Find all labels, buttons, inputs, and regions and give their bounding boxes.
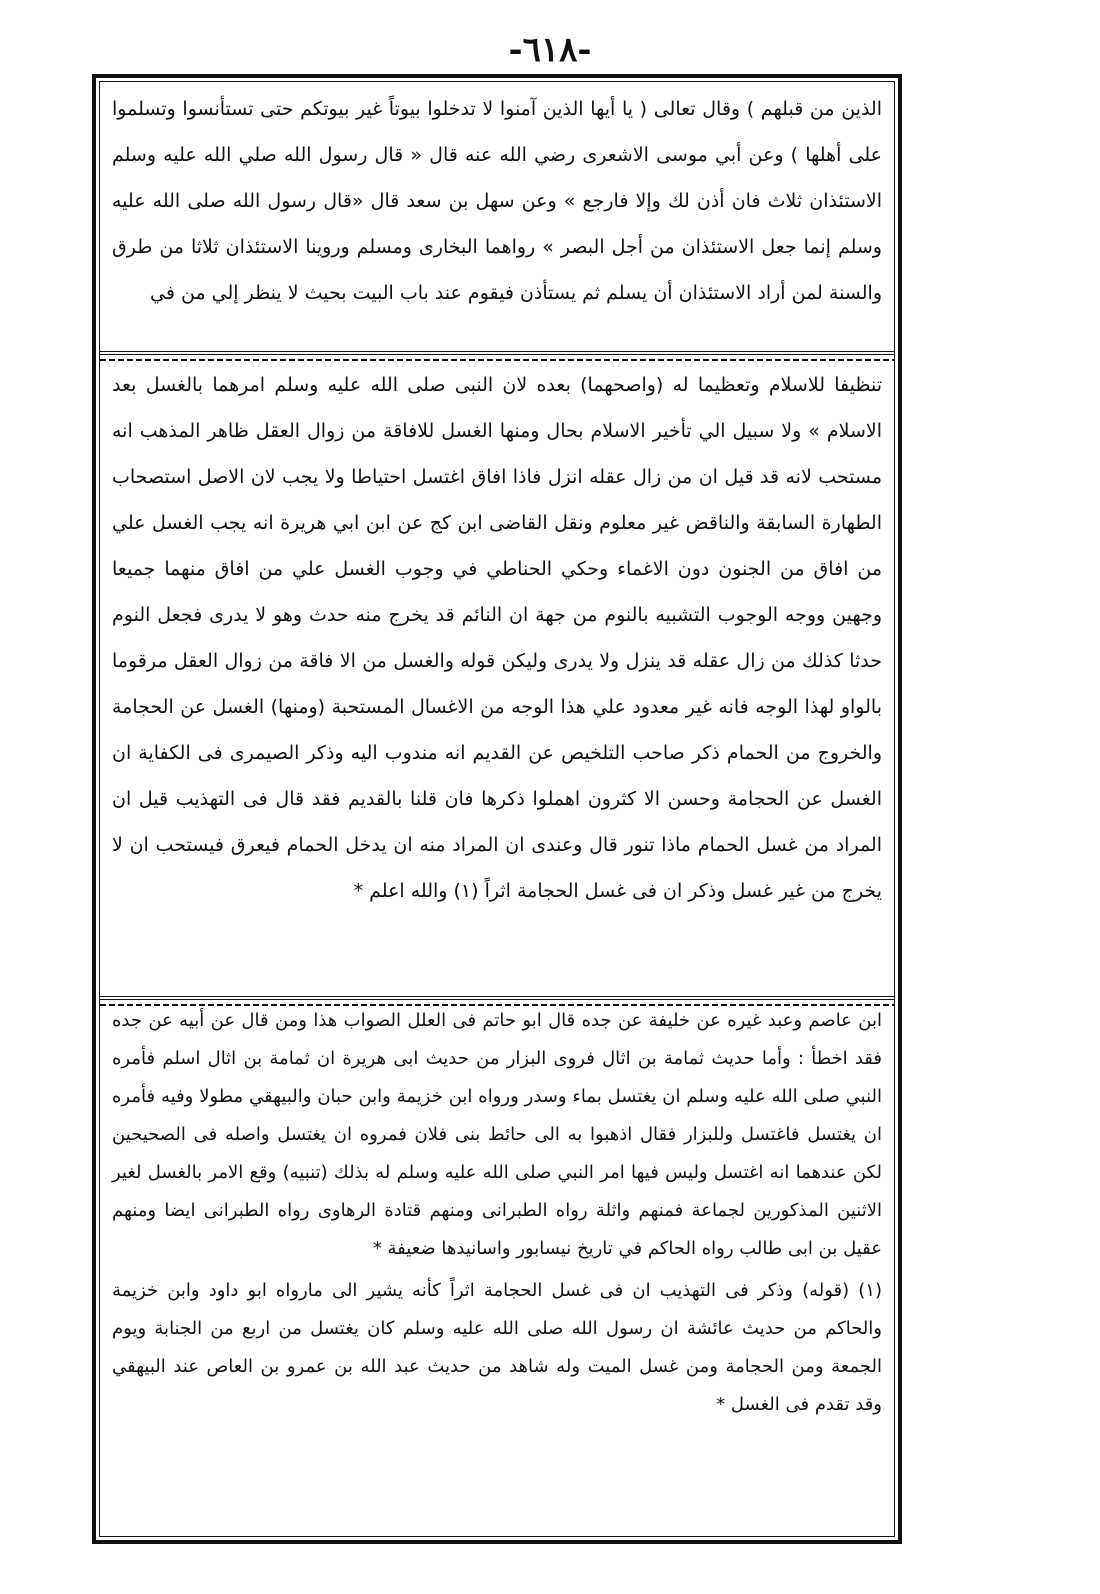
section-divider — [100, 996, 894, 1000]
top-text-section — [100, 86, 894, 352]
middle-paragraph: تنظيفا للاسلام وتعظيما له (واصحهما) بعده لان النبى صلى الله عليه وسلم امرهما بالغسل بعد الاسلام » ولا سبيل الي تأخير الاسلام بحال ومنها الغسل للافاقة من زوال العقل ظاهر المذهب انه مستحب لانه قد قيل ان من زال عقله انزل فاذا افاق اغتسل احتياطا ولا يجب لان الاصل استصحاب الطهارة السابقة والناقض غير معلوم ونقل القاضى ابن كج عن ابن ابي هريرة انه يجب الغسل علي من افاق من الجنون دون الاغماء وحكي الحناطي في وجوب الغسل علي من افاق منهما جميعا وجهين ووجه الوجوب التشبيه بالنوم من جهة ان النائم قد يخرج منه حدث وهو لا يدرى فجعل النوم حدثا كذلك من زال عقله قد ينزل ولا يدرى وليكن قوله والغسل من الا فاقة من زوال العقل مرقوما بالواو لهذا الوجه فانه غير معدود علي هذا الوجه من الاغسال المستحبة (ومنها) الغسل عن الحجامة والخروج من الحمام ذكر صاحب التلخيص عن القديم انه مندوب اليه وذكر الصيمرى فى الكفاية ان الغسل عن الحجامة وحسن الا كثرون اهملوا ذكرها فان قلنا بالقديم فقد قال فى التهذيب قيل ان المراد من غسل الحمام ماذا تنور قال وعندى ان المراد منه ان يدخل الحمام فيعرق فيستحب ان لا يخرج من غير غسل وذكر ان فى غسل الحجامة اثراً (١) والله اعلم * — [112, 374, 882, 902]
bottom-paragraph: ابن عاصم وعبد غيره عن خليفة عن جده قال ابو حاتم فى العلل الصواب هذا ومن قال عن أبيه عن جده فقد اخطأ : وأما حديث ثمامة بن اثال فروى البزار من حديث ابى هريرة ان ثمامة بن اثال اسلم فأمره النبي صلى الله عليه وسلم ان يغتسل بماء وسدر ورواه ابن خزيمة وابن حبان والبيهقي مطولا وفيه فأمره ان يغتسل فاغتسل وللبزار فقال اذهبوا به الى حائط بنى فلان فمروه ان يغتسل واصله فى الصحيحين لكن عندهما انه اغتسل وليس فيها امر النبي صلى الله عليه وسلم له بذلك (تنبيه) وقع الامر بالغسل لغير الاثنين المذكورين لجماعة فمنهم واثلة رواه الطبرانى ومنهم قتادة الرهاوى رواه الطبرانى ايضا ومنهم عقيل بن ابى طالب رواه الحاكم في تاريخ نيسابور واسانيدها ضعيفة * — [112, 1010, 882, 1259]
page-inner-frame — [99, 81, 895, 1537]
page-frame — [92, 74, 902, 1544]
section-divider — [100, 351, 894, 355]
section-dashed-rule — [100, 359, 894, 361]
middle-text-section — [100, 362, 894, 992]
footnote-paragraph: (١) (قوله) وذكر فى التهذيب ان فى غسل الحجامة اثراً كأنه يشير الى مارواه ابو داود وابن خزيمة والحاكم من حديث عائشة ان رسول الله صلى الله عليه وسلم كان يغتسل من اربع من الجنابة ويوم الجمعة ومن الحجامة ومن غسل الميت وله شاهد من حديث عبد الله بن عمرو بن العاص عند البيهقي وقد تقدم فى الغسل * — [112, 1280, 882, 1415]
top-paragraph: الذين من قبلهم ) وقال تعالى ( يا أيها الذين آمنوا لا تدخلوا بيوتاً غير بيوتكم حتى تستأنسوا وتسلموا على أهلها ) وعن أبي موسى الاشعرى رضي الله عنه قال « قال رسول الله صلي الله عليه وسلم الاستئذان ثلاث فان أذن لك وإلا فارجع » وعن سهل بن سعد قال «قال رسول الله صلى الله عليه وسلم إنما جعل الاستئذان من أجل البصر » رواهما البخارى ومسلم وروينا الاستئذان ثلاثا من طرق والسنة لمن أراد الاستئذان أن يسلم ثم يستأذن فيقوم عند باب البيت بحيث لا ينظر إلي من في — [112, 98, 882, 304]
bottom-text-section — [100, 1002, 894, 1522]
page-number: -٦١٨- — [508, 30, 592, 70]
